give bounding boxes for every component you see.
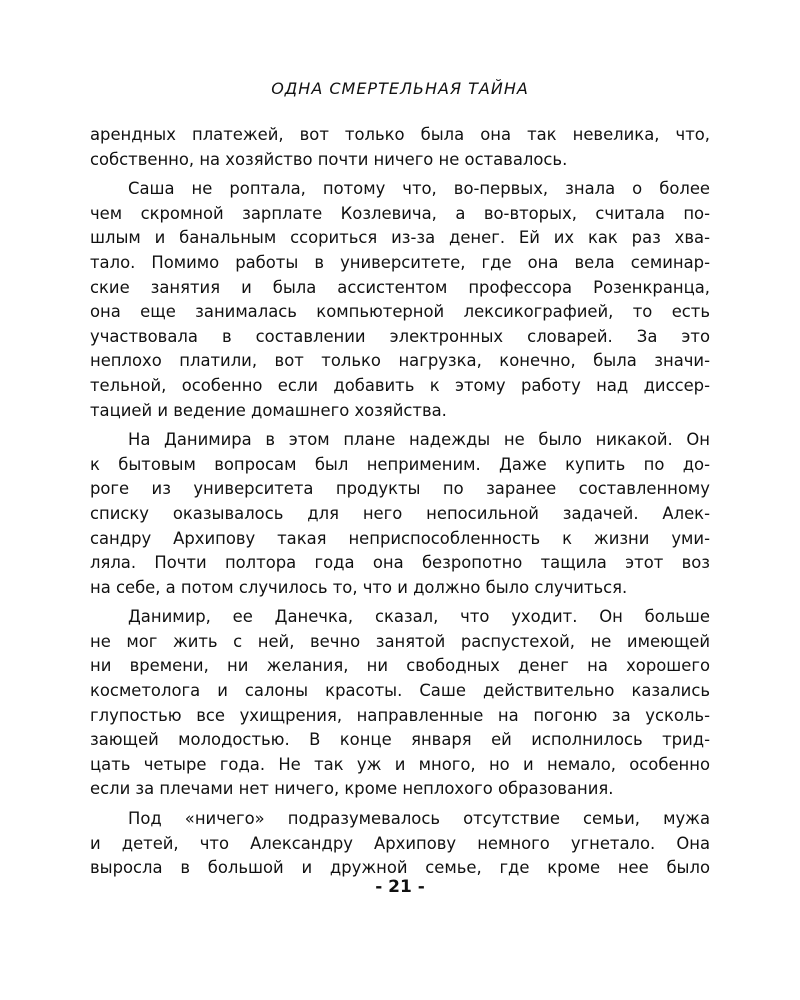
text-line: и детей, что Александру Архипову немного угнетало. Она [90, 833, 710, 853]
text-line: косметолога и салоны красоты. Саше действительно казались [90, 681, 710, 701]
running-header: ОДНА СМЕРТЕЛЬНАЯ ТАЙНА [271, 79, 529, 98]
text-line: ни времени, ни желания, ни свободных денег на хорошего [90, 656, 710, 676]
text-line: роге из университета продукты по заранее составленному [90, 479, 710, 499]
text-line: если за плечами нет ничего, кроме неплохого образования. [90, 779, 614, 799]
text-line: На Данимира в этом плане надежды не было никакой. Он [128, 430, 710, 450]
text-line: неплохо платили, вот только нагрузка, конечно, была значи- [90, 351, 710, 371]
text-line: выросла в большой и дружной семье, где кроме нее было [90, 858, 710, 878]
text-line: списку оказывалось для него непосильной задачей. Алек- [90, 503, 710, 523]
page-number: - 21 - [375, 877, 425, 897]
paragraph [90, 605, 710, 802]
text-line: не мог жить с ней, вечно занятой распустехой, не имеющей [90, 631, 710, 651]
paragraph [90, 428, 710, 600]
text-line: цать четыре года. Не так уж и много, но и немало, особенно [90, 754, 710, 774]
text-line: глупостью все ухищрения, направленные на погоню за усколь- [90, 705, 710, 725]
text-line: тало. Помимо работы в университете, где она вела семинар- [90, 252, 710, 272]
text-line: к бытовым вопросам был неприменим. Даже купить по до- [90, 454, 710, 474]
text-line: она еще занималась компьютерной лексикографией, то есть [90, 302, 710, 322]
text-line: участвовала в составлении электронных словарей. За это [90, 326, 710, 346]
paragraph [90, 807, 710, 881]
text-line: зающей молодостью. В конце января ей исполнилось трид- [90, 730, 710, 750]
text-line: тельной, особенно если добавить к этому работу над диссер- [90, 375, 710, 395]
text-line: арендных платежей, вот только была она так невелика, что, [90, 125, 710, 144]
text-line: Данимир, ее Данечка, сказал, что уходит. Он больше [128, 607, 710, 627]
text-line: тацией и ведение домашнего хозяйства. [90, 400, 447, 420]
text-line: собственно, на хозяйство почти ничего не оставалось. [90, 149, 568, 169]
text-line: чем скромной зарплате Козлевича, а во-вторых, считала по- [90, 203, 710, 223]
text-line: шлым и банальным ссориться из-за денег. Ей их как раз хва- [90, 228, 710, 248]
text-line: ские занятия и была ассистентом профессора Розенкранца, [90, 277, 710, 297]
paragraph [90, 123, 710, 172]
text-line: Саша не роптала, потому что, во-первых, знала о более [128, 179, 710, 199]
paragraph [90, 177, 710, 423]
text-line: ляла. Почти полтора года она безропотно тащила этот воз [90, 553, 710, 573]
text-line: на себе, а потом случилось то, что и должно было случиться. [90, 577, 628, 597]
body-text [90, 123, 710, 881]
text-line: сандру Архипову такая неприспособленность к жизни уми- [90, 528, 710, 548]
text-line: Под «ничего» подразумевалось отсутствие семьи, мужа [128, 809, 710, 829]
